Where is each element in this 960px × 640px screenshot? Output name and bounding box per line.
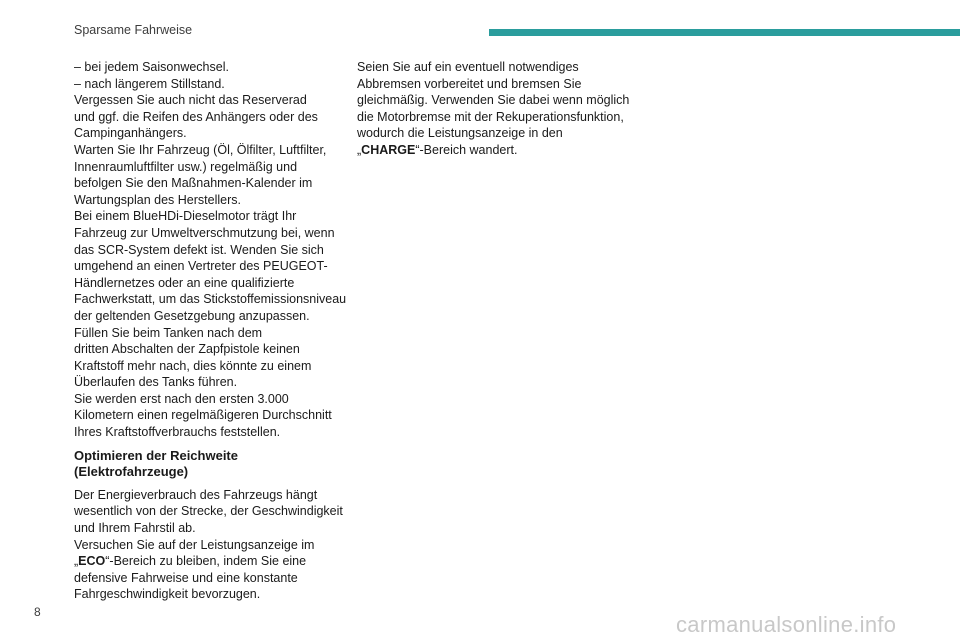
text-line: dritten Abschalten der Zapfpistole keinen [74, 342, 300, 357]
section-heading [74, 448, 346, 481]
text-line: das SCR-System defekt ist. Wenden Sie sich [74, 242, 324, 257]
charge-prefix: „ [357, 142, 362, 157]
text-line: Warten Sie Ihr Fahrzeug (Öl, Ölfilter, Luftfilter, [74, 142, 327, 157]
text-line: Füllen Sie beim Tanken nach dem [74, 325, 263, 340]
text-line: – nach längerem Stillstand. [74, 76, 225, 91]
text-line: Versuchen Sie auf der Leistungsanzeige im [74, 537, 315, 552]
paragraph-maintenance [74, 59, 346, 441]
charge-line [357, 142, 637, 159]
text-line: Sie werden erst nach den ersten 3.000 [74, 391, 289, 406]
page-header-title: Sparsame Fahrweise [74, 23, 193, 37]
page-number: 8 [34, 605, 41, 619]
text-line: und Ihrem Fahrstil ab. [74, 521, 196, 536]
text-line: umgehend an einen Vertreter des PEUGEOT- [74, 259, 328, 274]
eco-suffix: “-Bereich zu bleiben, indem Sie eine [105, 554, 307, 569]
text-line: wodurch die Leistungsanzeige in den [357, 126, 563, 141]
right-column [357, 59, 637, 159]
charge-suffix: “-Bereich wandert. [415, 142, 518, 157]
text-line: Abbremsen vorbereitet und bremsen Sie [357, 76, 582, 91]
text-line: der geltenden Gesetzgebung anzupassen. [74, 308, 310, 323]
eco-keyword: ECO [78, 554, 106, 569]
watermark-text: carmanualsonline.info [676, 612, 897, 637]
text-line: befolgen Sie den Maßnahmen-Kalender im [74, 176, 313, 191]
text-line: Bei einem BlueHDi-Dieselmotor trägt Ihr [74, 209, 297, 224]
text-line: Kilometern einen regelmäßigeren Durchschnitt [74, 408, 332, 423]
text-line: defensive Fahrweise und eine konstante [74, 570, 298, 585]
heading-line-1: Optimieren der Reichweite [74, 447, 238, 463]
text-line: Ihres Kraftstoffverbrauchs feststellen. [74, 425, 281, 440]
left-column [74, 59, 346, 603]
eco-prefix: „ [74, 554, 79, 569]
text-line: wesentlich von der Strecke, der Geschwindigkeit [74, 504, 343, 519]
eco-line [74, 553, 346, 570]
text-line: Innenraumluftfilter usw.) regelmäßig und [74, 159, 298, 174]
text-line: Kraftstoff mehr nach, dies könnte zu einem [74, 358, 312, 373]
heading-line-2: (Elektrofahrzeuge) [74, 464, 189, 480]
text-line: Campinganhängers. [74, 126, 187, 141]
text-line: – bei jedem Saisonwechsel. [74, 60, 229, 74]
text-line: die Motorbremse mit der Rekuperationsfunktion, [357, 109, 624, 124]
text-line: Fachwerkstatt, um das Stickstoffemissionsniveau [74, 292, 347, 307]
text-line: Fahrzeug zur Umweltverschmutzung bei, wenn [74, 225, 335, 240]
text-line: gleichmäßig. Verwenden Sie dabei wenn möglich [357, 93, 630, 108]
paragraph-energy [74, 487, 346, 553]
charge-keyword: CHARGE [361, 142, 416, 157]
text-line: und ggf. die Reifen des Anhängers oder des [74, 109, 318, 124]
text-line: Wartungsplan des Herstellers. [74, 192, 241, 207]
paragraph-braking [357, 59, 637, 142]
text-line: Händlernetzes oder an eine qualifizierte [74, 275, 295, 290]
paragraph-driving-style [74, 570, 346, 603]
text-line: Überlaufen des Tanks führen. [74, 375, 238, 390]
text-line: Der Energieverbrauch des Fahrzeugs hängt [74, 487, 318, 502]
text-line: Seien Sie auf ein eventuell notwendiges [357, 60, 579, 74]
text-line: Fahrgeschwindigkeit bevorzugen. [74, 587, 261, 602]
header-accent-bar [489, 29, 960, 36]
text-line: Vergessen Sie auch nicht das Reserverad [74, 93, 307, 108]
